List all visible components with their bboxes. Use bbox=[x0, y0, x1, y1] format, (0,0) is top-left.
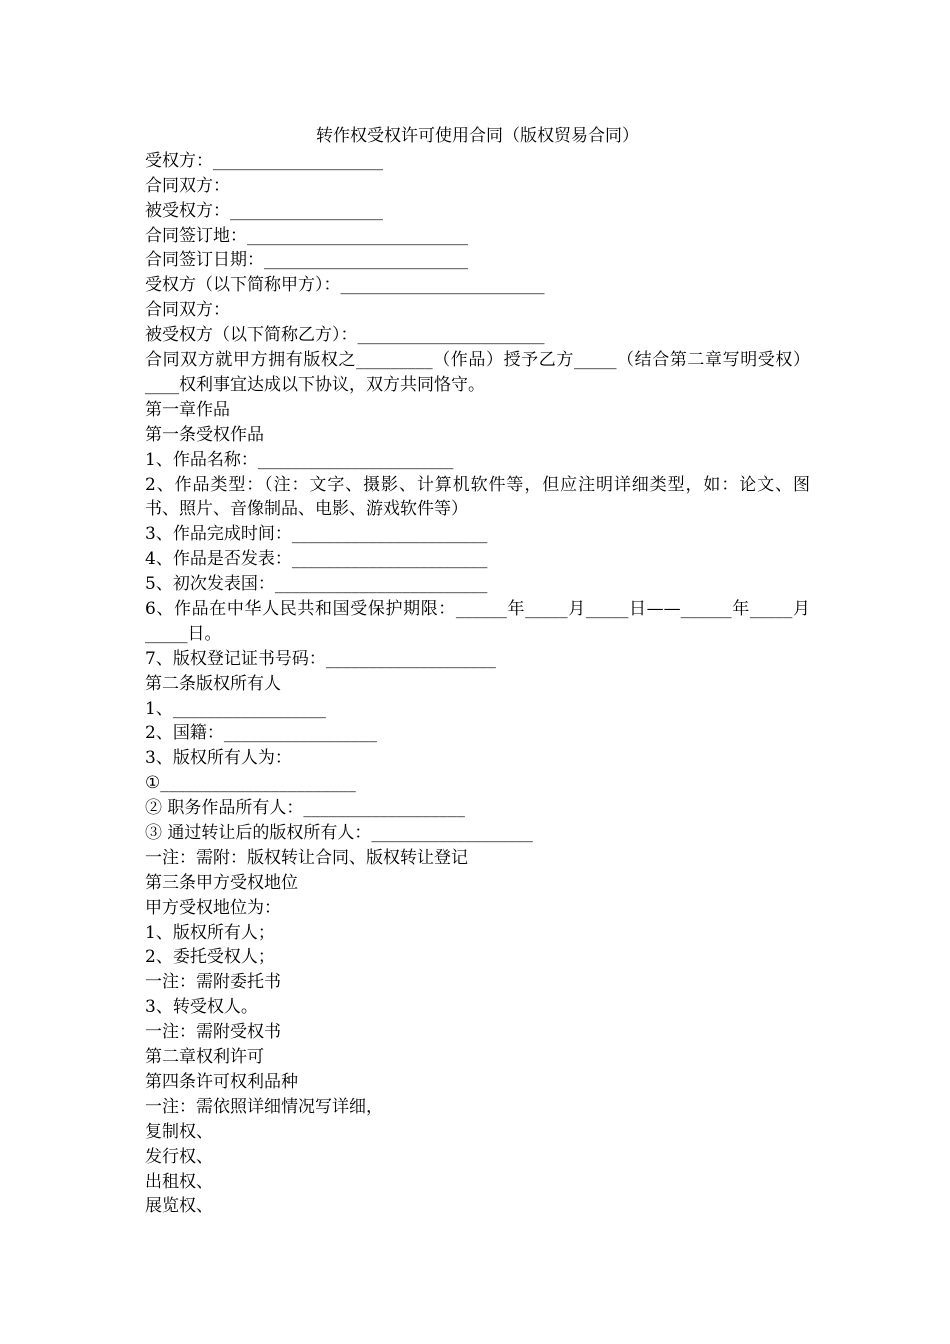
right-exhibition: 展览权、 bbox=[145, 1196, 213, 1217]
owner-option-3: ③ 通过转让后的版权所有人：___________________ bbox=[145, 823, 533, 844]
article-1-heading: 第一条受权作品 bbox=[145, 424, 264, 445]
owner-option-1: ①_______________________ bbox=[145, 773, 356, 794]
work-name-field: 1、作品名称：_______________________ bbox=[145, 449, 454, 470]
owner-item-1: 1、__________________ bbox=[145, 698, 326, 719]
article-2-heading: 第二条版权所有人 bbox=[145, 673, 281, 694]
note-entrustment: 一注：需附委托书 bbox=[145, 972, 281, 993]
nationality-field: 2、国籍：__________________ bbox=[145, 723, 377, 744]
chapter-2-heading: 第二章权利许可 bbox=[145, 1047, 264, 1068]
signing-place-field: 合同签订地：__________________________ bbox=[145, 225, 468, 246]
published-field: 4、作品是否发表：_______________________ bbox=[145, 549, 488, 570]
licensee-field: 被受权方：__________________ bbox=[145, 200, 383, 221]
party-a-status-label: 甲方受权地位为： bbox=[145, 897, 281, 918]
party-a-field: 受权方（以下简称甲方）：________________________ bbox=[145, 275, 545, 296]
right-rental: 出租权、 bbox=[145, 1171, 213, 1192]
right-distribution: 发行权、 bbox=[145, 1146, 213, 1167]
status-option-2: 2、委托受权人； bbox=[145, 947, 275, 968]
document-page bbox=[145, 124, 810, 1219]
document-title: 转作权受权许可使用合同（版权贸易合同） bbox=[316, 126, 639, 146]
parties-label-2: 合同双方： bbox=[145, 300, 230, 321]
right-reproduction: 复制权、 bbox=[145, 1121, 213, 1142]
first-publication-country-field: 5、初次发表国：_________________________ bbox=[145, 574, 488, 595]
note-detail: 一注：需依照详细情况写详细， bbox=[145, 1096, 383, 1117]
chapter-1-heading: 第一章作品 bbox=[145, 399, 230, 420]
completion-time-field: 3、作品完成时间：_______________________ bbox=[145, 524, 488, 545]
parties-label: 合同双方： bbox=[145, 175, 230, 196]
owner-type-label: 3、版权所有人为： bbox=[145, 748, 292, 769]
agreement-paragraph: 合同双方就甲方拥有版权之_________（作品）授予乙方_____（结合第二章写明受权）____权利事宜达成以下协议，双方共同恪守。 bbox=[145, 350, 810, 395]
owner-option-2: ② 职务作品所有人：___________________ bbox=[145, 798, 465, 819]
article-4-heading: 第四条许可权利品种 bbox=[145, 1071, 298, 1092]
signing-date-field: 合同签订日期：________________________ bbox=[145, 250, 468, 271]
party-b-field: 被受权方（以下简称乙方）：______________________ bbox=[145, 325, 545, 346]
note-authorization: 一注：需附受权书 bbox=[145, 1022, 281, 1043]
note-transfer: 一注：需附：版权转让合同、版权转让登记 bbox=[145, 847, 468, 868]
protection-period-field: 6、作品在中华人民共和国受保护期限：______年_____月_____日——______年_____月_____日。 bbox=[145, 598, 810, 644]
registration-number-field: 7、版权登记证书号码：____________________ bbox=[145, 648, 496, 669]
work-type-field: 2、作品类型：（注：文字、摄影、计算机软件等，但应注明详细类型，如：论文、图书、照片、音像制品、电影、游戏软件等） bbox=[145, 474, 810, 520]
licensor-field: 受权方：____________________ bbox=[145, 150, 383, 171]
status-option-1: 1、版权所有人； bbox=[145, 922, 275, 943]
status-option-3: 3、转受权人。 bbox=[145, 997, 258, 1018]
article-3-heading: 第三条甲方受权地位 bbox=[145, 872, 298, 893]
